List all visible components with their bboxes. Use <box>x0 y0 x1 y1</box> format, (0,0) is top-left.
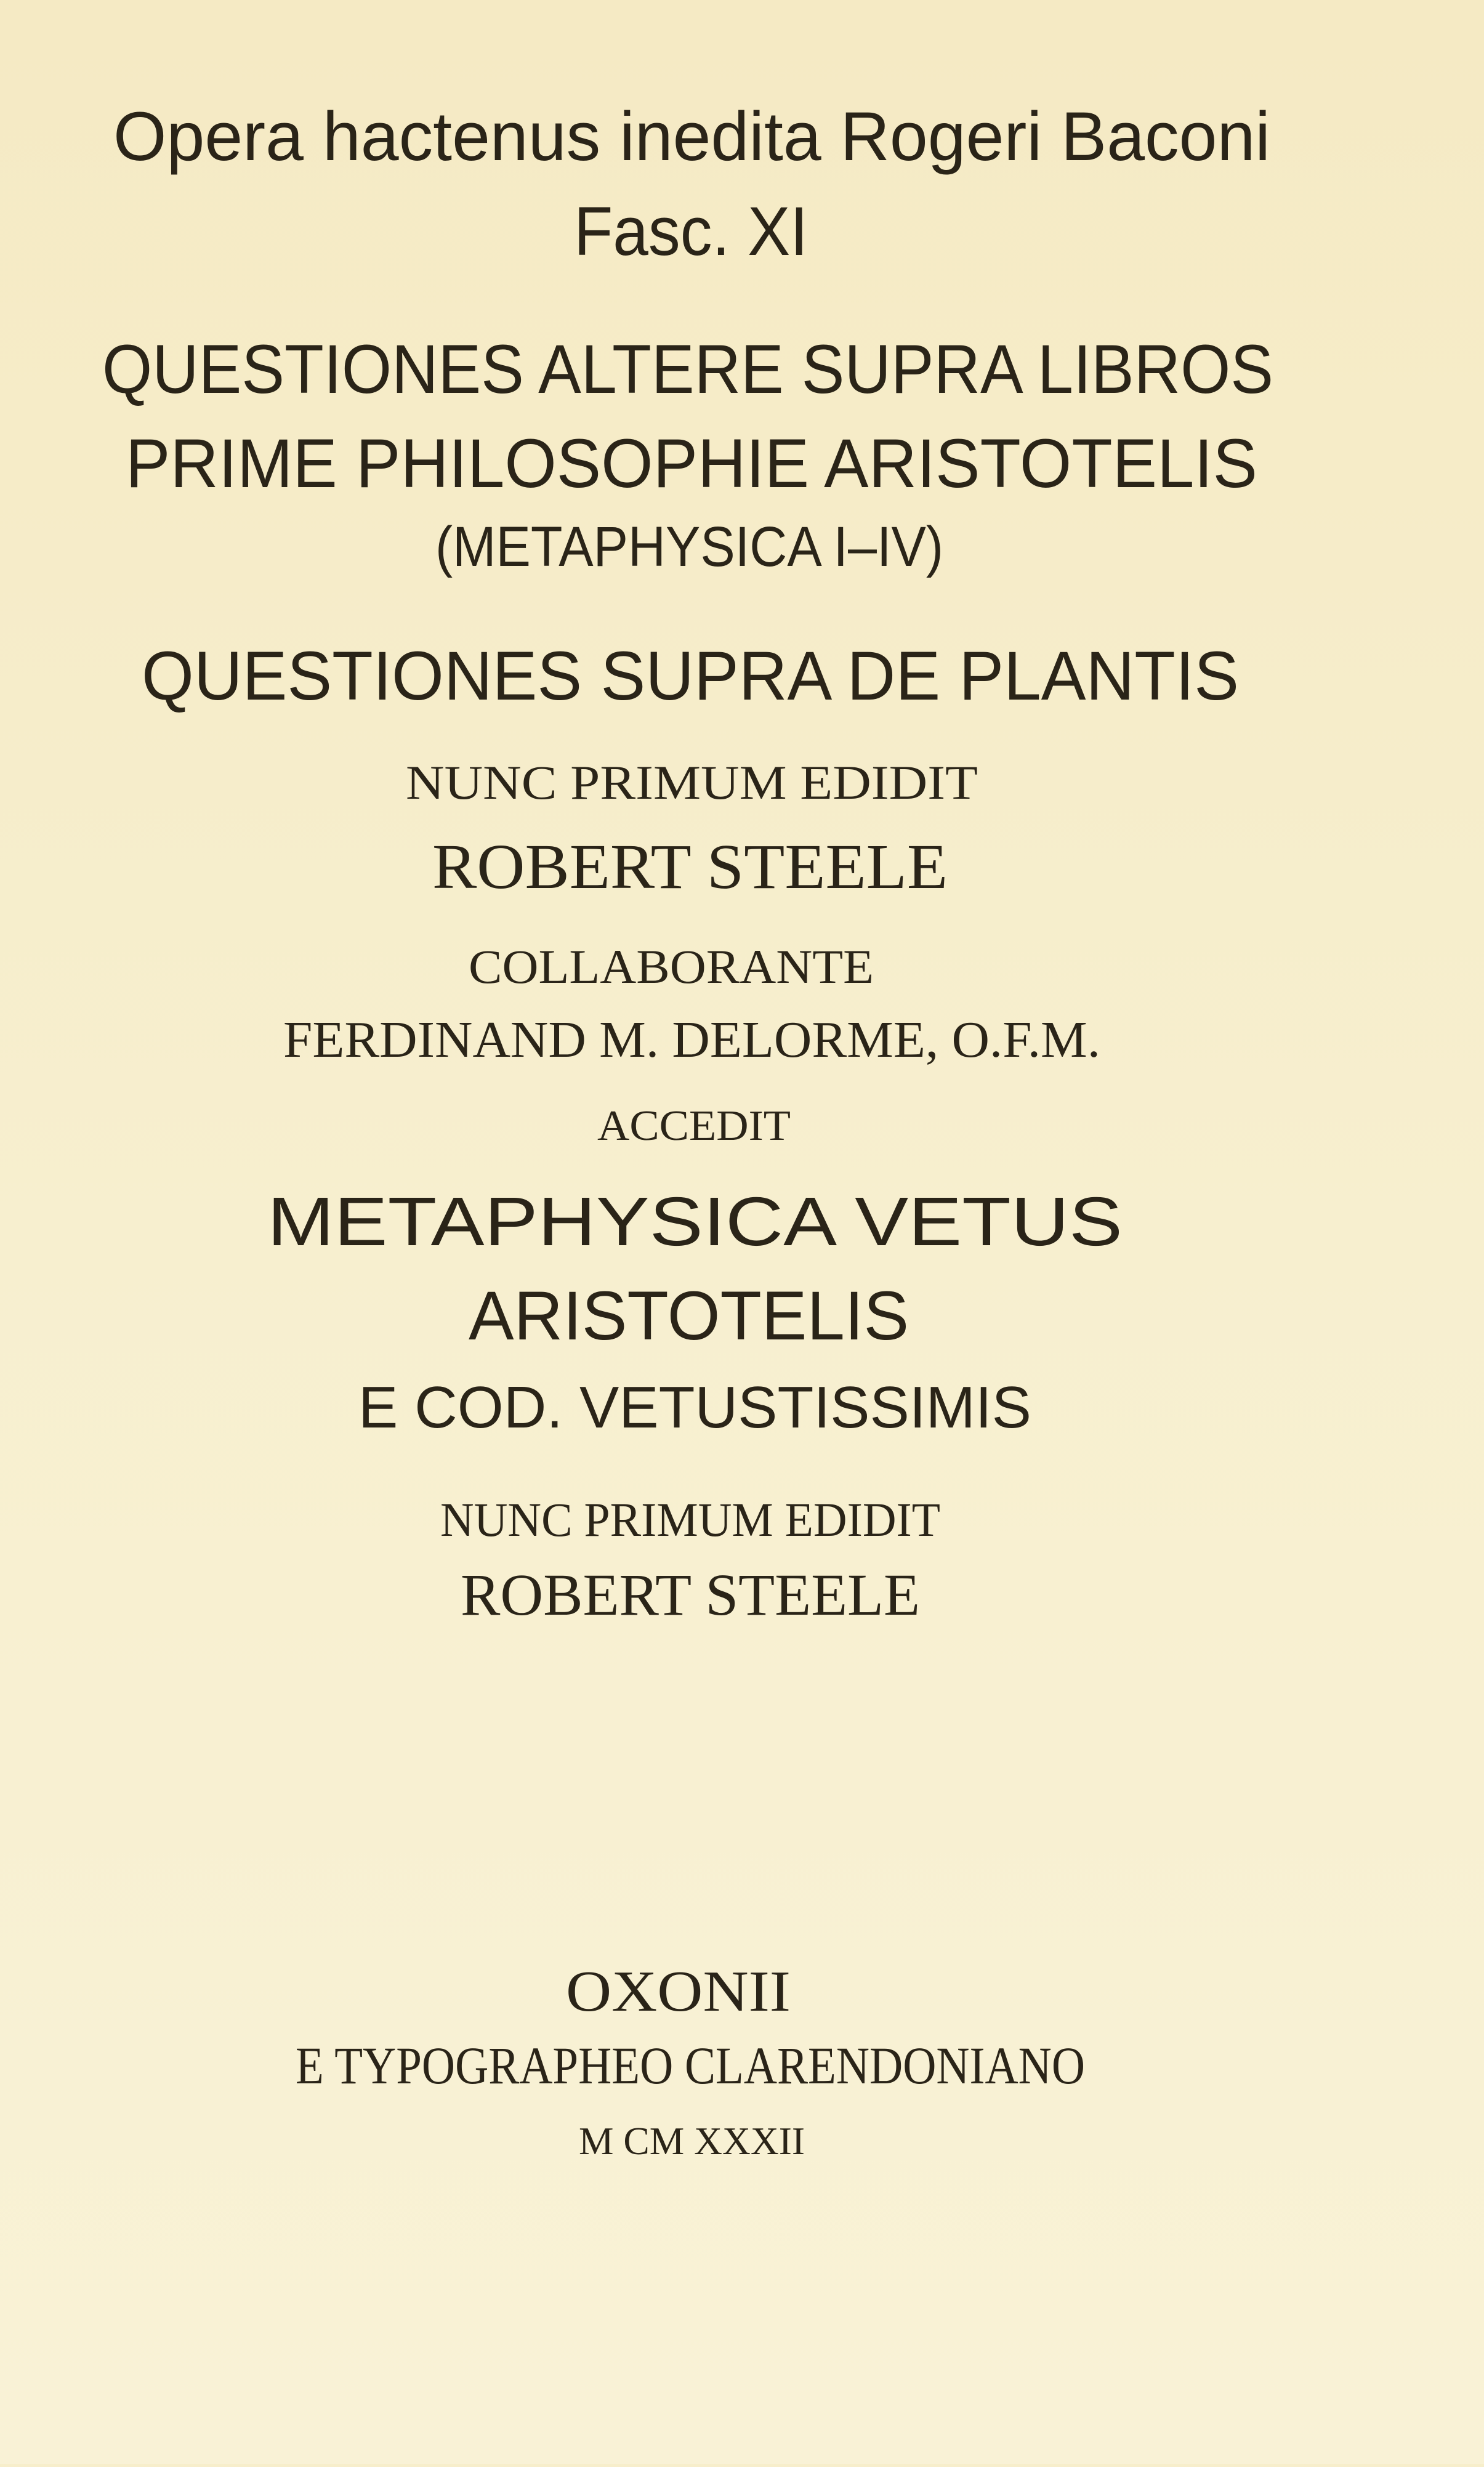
imprint-place: OXONII <box>566 1960 791 2024</box>
imprint-press: E TYPOGRAPHEO CLARENDONIANO <box>296 2036 1085 2095</box>
edidit-label-2: NUNC PRIMUM EDIDIT <box>440 1493 940 1546</box>
collaborator-name: FERDINAND M. DELORME, O.F.M. <box>283 1011 1100 1068</box>
editor-name-1: ROBERT STEELE <box>432 831 948 902</box>
work1-subtitle: (METAPHYSICA I–IV) <box>435 515 943 578</box>
work2-title: QUESTIONES SUPRA DE PLANTIS <box>142 637 1239 714</box>
accedit-label: ACCEDIT <box>597 1102 791 1150</box>
imprint-year: M CM XXXII <box>579 2119 805 2163</box>
appendix-source: E COD. VETUSTISSIMIS <box>358 1375 1032 1440</box>
appendix-title-line1: METAPHYSICA VETUS <box>267 1183 1123 1260</box>
work1-title-line1: QUESTIONES ALTERE SUPRA LIBROS <box>102 331 1273 408</box>
editor-name-2: ROBERT STEELE <box>461 1562 920 1628</box>
work1-title-line2: PRIME PHILOSOPHIE ARISTOTELIS <box>126 425 1257 502</box>
collaborante-label: COLLABORANTE <box>469 940 874 993</box>
edidit-label-1: NUNC PRIMUM EDIDIT <box>406 756 978 809</box>
fascicle-number: Fasc. XI <box>574 193 808 270</box>
appendix-title-line2: ARISTOTELIS <box>469 1277 909 1354</box>
series-title: Opera hactenus inedita Rogeri Baconi <box>113 98 1270 175</box>
